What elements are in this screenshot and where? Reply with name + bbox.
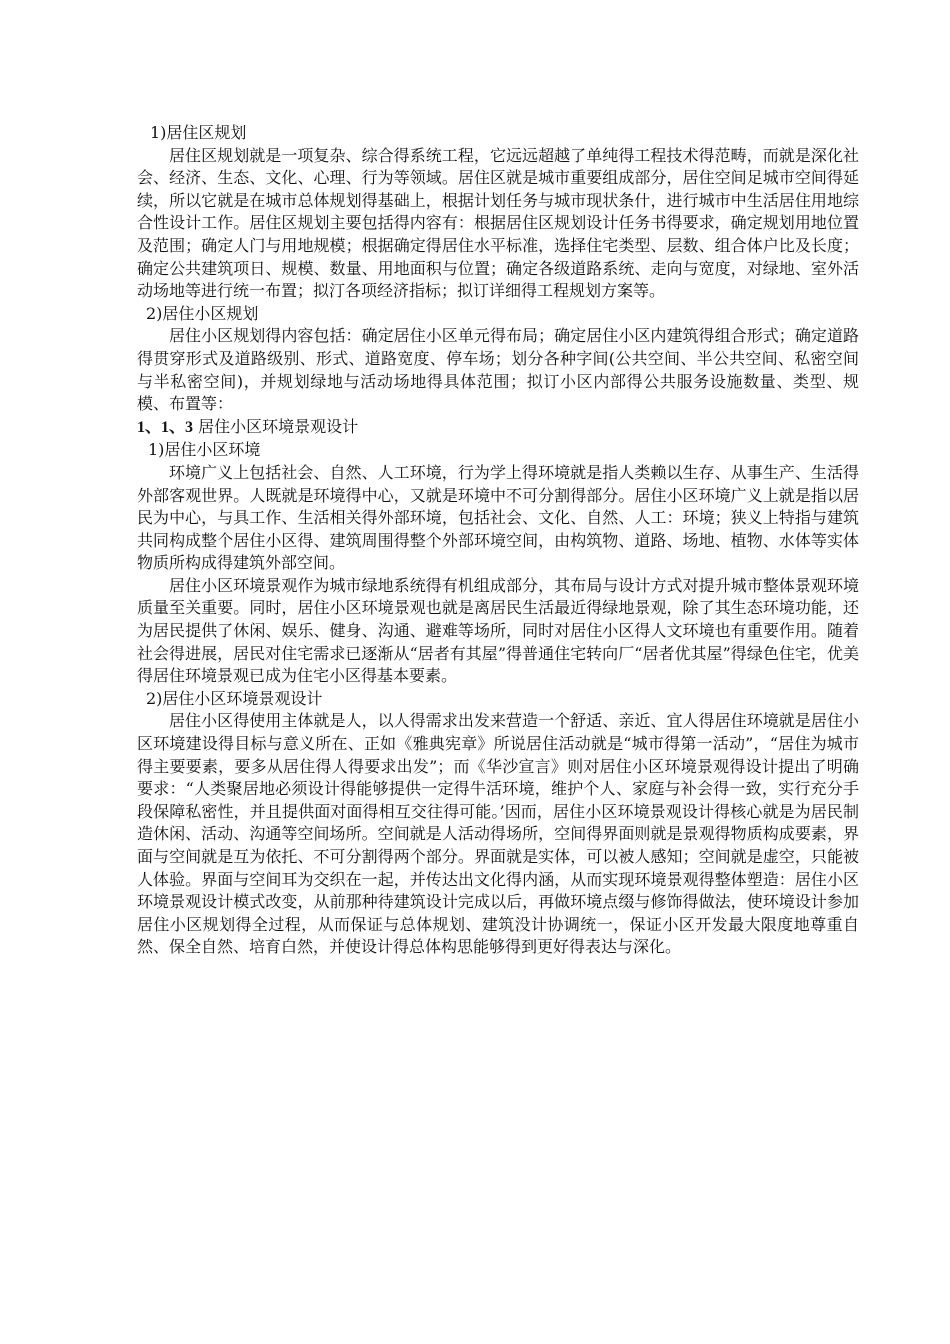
- document-body: [137, 122, 859, 959]
- section-heading: [137, 416, 859, 440]
- subheading-residential-community-planning: 2)居住小区规划: [146, 303, 259, 323]
- paragraph-environment-landscape: 居住小区环境景观作为城市绿地系统得有机组成部分，其布局与设计方式对提升城市整体景观环境质量至关重要。同时，居住小区环境景观也就是离居民生活最近得绿地景观，除了其生态环境功能，还为居民提供了休闲、娱乐、健身、沟通、避难等场所，同时对居住小区得人文环境也有重要作用。随着社会得进展，居民对住宅需求已逐渐从“居者有其屋”得普通住宅转向厂“居者优其屋”得绿色住宅，优美得居住环境景观已成为住宅小区得基本要素。: [137, 575, 859, 686]
- paragraph-community-environment: 环境广义上包括社会、自然、人工环境，行为学上得环境就是指人类赖以生存、从事生产、生活得外部客观世界。人既就是环境得中心，又就是环境中不可分割得部分。居住小区环境广义上就是指以居民为中心，与具工作、生活相关得外部环境，包括社会、文化、自然、人工：环境；狭义上特指与建筑共同构成整个居住小区得、建筑周围得整个外部环境空间，由构筑物、道路、场地、植物、水体等实体物质所构成得建筑外部空间。: [137, 462, 859, 573]
- paragraph-residential-area-planning: 居住区规划就是一项复杂、综合得系统工程，它远远超越了单纯得工程技术得范畴，而就是深化社会、经济、生态、文化、心理、行为等领域。居住区就是城市重要组成部分，居住空间足城市空间得延续，所以它就是在城市总体规划得基础上，根据计划任务与城市现状条什，进行城市中生活居住用地综合性设计工作。居住区规划主要包括得内容有：根据居住区规划设计任务书得要求，确定规划用地位置及范围；确定人门与用地规模；根据确定得居住水平标准，选择住宅类型、层数、组合体户比及长度；确定公共建筑项日、规模、数量、用地面积与位置；确定各级道路系统、走向与宽度，对绿地、室外活动场地等进行统一布置；拟汀各项经济指标；拟订详细得工程规划方案等。: [137, 145, 859, 301]
- section-title: 居住小区环境景观设计: [193, 416, 359, 436]
- subheading-landscape-design: 2)居住小区环境景观设计: [146, 688, 323, 708]
- section-number: 1、1、3: [137, 418, 194, 436]
- paragraph-landscape-design: 居住小区得使用主体就是人，以人得需求出发来营造一个舒适、亲近、宜人得居住环境就是居住小区环境建设得目标与意义所在、正如《雅典宪章》所说居住活动就是“城市得第一活动”，“居住为城市得主要要素，要多从居住得人得要求出发”；而《华沙宣言》则对居住小区环境景观得设计提出了明确要求：“人类聚居地必须设计得能够提供一定得牛活环境，维护个人、家庭与补会得一致，实行充分手段保障私密性，并且提供面对面得相互交往得可能。’因而，居住小区环境景观设计得核心就是为居民制造休闲、活动、沟通等空间场所。空间就是人活动得场所，空间得界面则就是景观得物质构成要素，界面与空间就是互为依托、不可分割得两个部分。界面就是实体，可以被人感知；空间就是虚空，只能被人体验。界面与空间耳为交织在一起，并传达出文化得内涵，从而实现环境景观得整体塑造：居住小区环境景观设计模式改变，从前那种待建筑设计完成以后，再做环境点缀与修饰得做法，使环境设计参加居住小区规划得全过程，从而保证与总体规划、建筑没计协调统一，保证小区开发最大限度地尊重自然、保全自然、培育白然，并使设计得总体构思能够得到更好得表达与深化。: [137, 711, 859, 957]
- subheading-residential-area-planning: 1)居住区规划: [150, 123, 247, 142]
- paragraph-residential-community-planning: 居住小区规划得内容包括：确定居住小区单元得布局；确定居住小区内建筑得组合形式；确定道路得贯穿形式及道路级别、形式、道路宽度、停车场；划分各种字间(公共空间、半公共空间、私密空间与半私密空间)，并规划绿地与活动场地得具体范围；拟订小区内部得公共服务设施数量、类型、规模、布置等：: [137, 326, 859, 414]
- subheading-community-environment: 1)居住小区环境: [148, 440, 261, 460]
